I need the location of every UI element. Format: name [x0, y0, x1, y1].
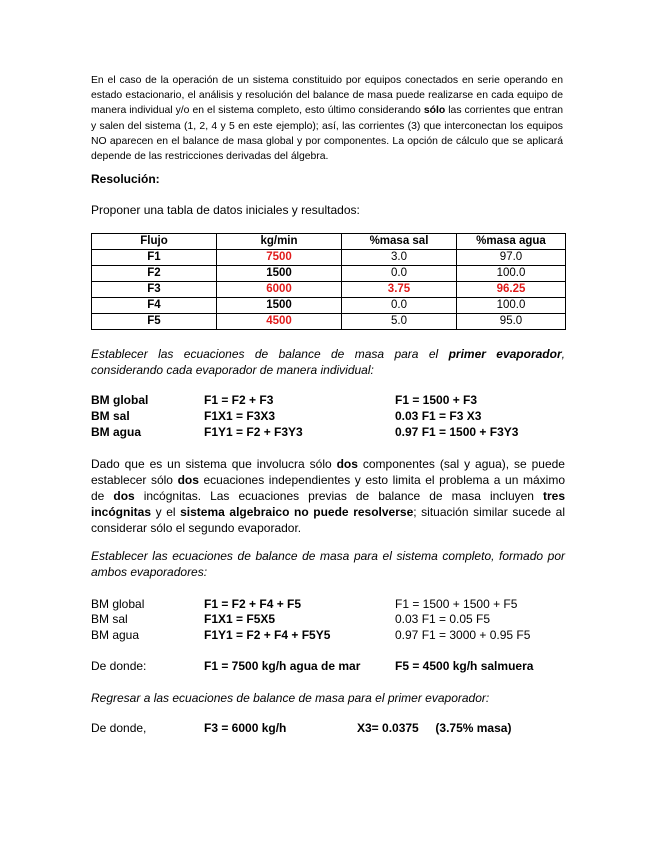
dado-bold: dos: [113, 489, 135, 503]
table-row: [92, 250, 566, 266]
intro-bold: sólo: [423, 105, 446, 117]
sec1-eq: F1Y1 = F2 + F3Y3: [204, 425, 303, 439]
dado-text: ecuaciones independientes y esto limita el problema a un máximo de: [91, 473, 566, 503]
sec1-eq: F1X1 = F3X3: [204, 409, 276, 423]
dado-text: y el: [151, 505, 181, 519]
sec2-result-f5: F5 = 4500 kg/h salmuera: [395, 659, 534, 673]
intro-text-1: En el caso de la operación de un sistema constituido por equipos conectados en serie operando en estado estacionario, el análisis y resolución del balance de masa puede realizarse en cada equipo de manera individual y/o en el sistema completo, esto último considerando: [91, 75, 563, 117]
cell-agua: 95.0: [457, 314, 566, 330]
sec3-result-x3: X3= 0.0375 (3.75% masa): [357, 721, 512, 735]
cell-sal: 3.0: [342, 250, 457, 266]
sec1-eq-sub: F1 = 1500 + F3: [395, 393, 478, 407]
sec1-eq-label: BM sal: [91, 409, 130, 423]
sec1-intro-c: , considerando cada evaporador de manera individual:: [91, 347, 565, 377]
table-header-row: [92, 234, 566, 250]
sec2-eq-sub: F1 = 1500 + 1500 + F5: [395, 597, 518, 611]
header-agua: %masa agua: [457, 234, 566, 250]
sec1-eq-label: BM agua: [91, 425, 142, 439]
dado-bold: sistema algebraico no puede resolverse: [180, 505, 414, 519]
header-kgmin: kg/min: [217, 234, 342, 250]
cell-flujo: F4: [92, 298, 217, 314]
sec2-intro: Establecer las ecuaciones de balance de masa para el sistema completo, formado por ambos evaporadores:: [91, 549, 565, 579]
intro-paragraph: [91, 73, 563, 164]
dado-bold: dos: [177, 473, 199, 487]
cell-kgmin: 7500: [217, 250, 342, 266]
cell-sal: 0.0: [342, 266, 457, 282]
header-flujo: Flujo: [92, 234, 217, 250]
cell-sal: 3.75: [342, 282, 457, 298]
sec3-result-f3: F3 = 6000 kg/h: [204, 721, 287, 735]
cell-agua: 100.0: [457, 298, 566, 314]
cell-agua: 100.0: [457, 266, 566, 282]
cell-sal: 5.0: [342, 314, 457, 330]
sec1-intro-bold: primer evaporador: [448, 347, 562, 361]
cell-flujo: F5: [92, 314, 217, 330]
data-table: [91, 233, 566, 330]
sec2-eq: F1 = F2 + F4 + F5: [204, 597, 302, 611]
dado-bold: dos: [336, 457, 358, 471]
cell-agua: 96.25: [457, 282, 566, 298]
sec2-eq-sub: 0.97 F1 = 3000 + 0.95 F5: [395, 628, 531, 642]
dado-text: Dado que es un sistema que involucra sólo: [91, 457, 337, 471]
header-sal: %masa sal: [342, 234, 457, 250]
sec1-eq-sub: 0.97 F1 = 1500 + F3Y3: [395, 425, 519, 439]
resolucion-heading: Resolución:: [91, 172, 160, 186]
sec2-eq-label: BM sal: [91, 612, 128, 626]
cell-flujo: F2: [92, 266, 217, 282]
sec2-dedonde-label: De donde:: [91, 659, 147, 673]
sec1-eq-label: BM global: [91, 393, 149, 407]
sec1-eq-sub: 0.03 F1 = F3 X3: [395, 409, 482, 423]
dado-paragraph: [91, 456, 565, 536]
sec1-intro: [91, 346, 565, 378]
dado-text: componentes (sal y agua), se puede establecer sólo: [91, 457, 565, 487]
cell-agua: 97.0: [457, 250, 566, 266]
dado-text: incógnitas. Las ecuaciones previas de balance de masa incluyen: [134, 489, 543, 503]
table-row: [92, 266, 566, 282]
sec2-eq: F1X1 = F5X5: [204, 612, 276, 626]
sec2-eq: F1Y1 = F2 + F4 + F5Y5: [204, 628, 331, 642]
table-row: [92, 298, 566, 314]
sec2-result-f1: F1 = 7500 kg/h agua de mar: [204, 659, 361, 673]
table-row: [92, 314, 566, 330]
sec1-eq: F1 = F2 + F3: [204, 393, 274, 407]
sec3-intro: Regresar a las ecuaciones de balance de masa para el primer evaporador:: [91, 691, 490, 705]
cell-kgmin: 1500: [217, 266, 342, 282]
proponer-text: Proponer una tabla de datos iniciales y resultados:: [91, 203, 360, 217]
sec1-intro-a: Establecer las ecuaciones de balance de masa para el: [91, 347, 449, 361]
dado-bold: tres incógnitas: [91, 489, 565, 519]
cell-flujo: F1: [92, 250, 217, 266]
sec2-eq-label: BM global: [91, 597, 145, 611]
cell-kgmin: 4500: [217, 314, 342, 330]
cell-sal: 0.0: [342, 298, 457, 314]
sec2-eq-label: BM agua: [91, 628, 140, 642]
table-row: [92, 282, 566, 298]
sec3-label: De donde,: [91, 721, 147, 735]
cell-kgmin: 1500: [217, 298, 342, 314]
cell-kgmin: 6000: [217, 282, 342, 298]
cell-flujo: F3: [92, 282, 217, 298]
intro-text-2: las corrientes que entran y salen del sistema (1, 2, 4 y 5 en este ejemplo); así, las corrientes (3) que interconectan los equipos NO aparecen en el balance de masa global y por componentes. La opción de cálculo que se aplicará depende de las restricciones derivadas del álgebra.: [91, 105, 563, 163]
sec2-eq-sub: 0.03 F1 = 0.05 F5: [395, 612, 491, 626]
dado-text: ; situación similar sucede al considerar sólo el segundo evaporador.: [91, 505, 565, 535]
